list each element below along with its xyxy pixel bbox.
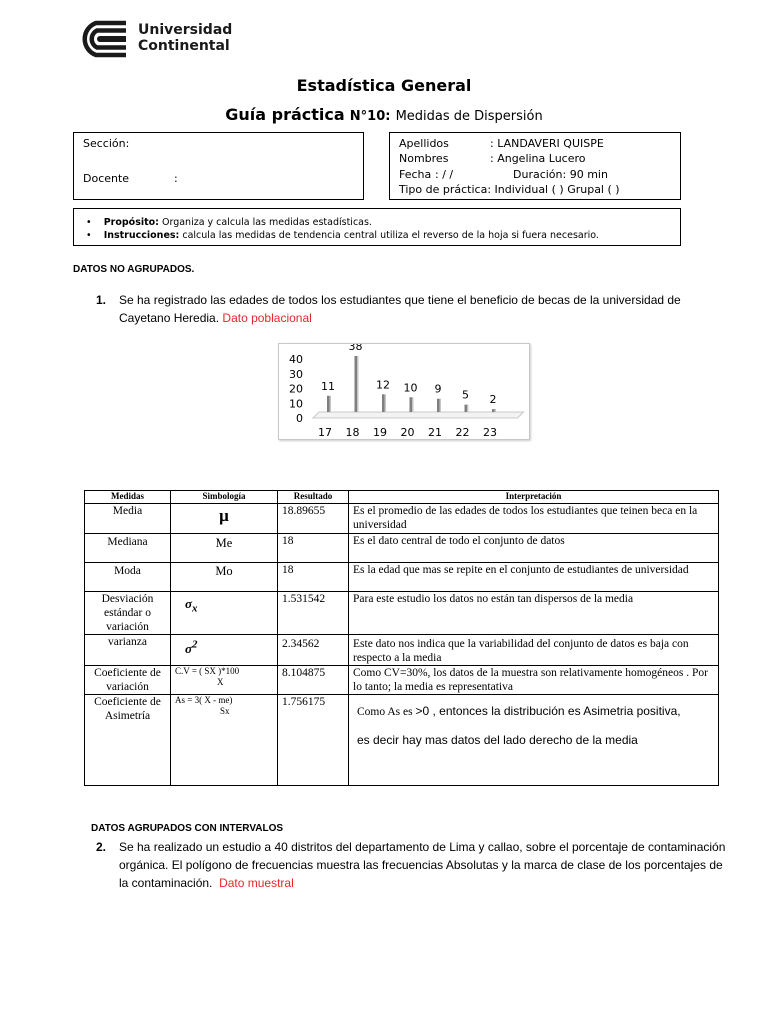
bar-value-label: 2 [489,393,497,407]
age-bar-chart [279,344,529,439]
y-tick-label: 40 [289,353,303,366]
question-1-text: Se ha registrado las edades de todos los estudiantes que tiene el beneficio de becas de la universidad de Cayetano Heredia. Dato poblacional [119,293,681,325]
instructions-item: • Instrucciones: calcula las medidas de tendencia central utiliza el reverso de la hoja si fuera necesario. [86,230,599,241]
dato-poblacional-tag: Dato poblacional [222,311,312,325]
table-row [85,635,719,666]
seccion-label: Sección: [83,137,130,150]
cell-medida: Coeficiente de variación [85,666,171,695]
y-tick-label: 0 [296,412,303,425]
bar-value-label: 38 [348,344,363,353]
tipo-practica-text: Tipo de práctica: Individual ( ) Grupal ( ) [399,183,620,196]
question-number: 2. [96,840,107,854]
nombres-label: Nombres [399,152,449,165]
cell-medida: Desviación estándar o variación [85,592,171,635]
purpose-box [73,208,681,246]
cell-interpretacion: Como CV=30%, los datos de la muestra son relativamente homogéneos . Por lo tanto; la media es representativa [349,666,719,695]
bar [492,409,495,412]
question-number: 1. [96,293,107,307]
purpose-item: • Propósito: Organiza y calcula las medidas estadísticas. [86,217,372,228]
age-bar-chart-frame [278,343,530,440]
cell-medida: Media [85,504,171,534]
university-logo-text: Universidad Continental [138,22,233,54]
x-tick-label: 19 [373,426,387,439]
y-tick-label: 20 [289,382,303,396]
cell-medida: Moda [85,563,171,592]
dispersion-table [84,490,719,786]
student-info-box [389,132,681,200]
x-tick-label: 22 [455,426,470,439]
bar-side [357,356,359,412]
bar-side [467,405,469,412]
cell-medida: varianza [85,635,171,666]
bar-value-label: 5 [462,388,469,402]
bar-value-label: 10 [403,381,418,395]
cell-simbolo: Me [171,534,278,563]
cell-interpretacion: Es el dato central de todo el conjunto de datos [349,534,719,563]
duracion-text: Duración: 90 min [513,168,608,181]
bar-side [495,409,497,412]
cell-simbolo [171,592,278,635]
bar-side [385,394,387,412]
y-tick-label: 10 [289,397,303,411]
sigma-squared-symbol: $\sigma^2$ [185,639,198,657]
section-heading-grouped: DATOS AGRUPADOS CON INTERVALOS [91,823,284,834]
bar [382,394,385,412]
cell-interpretacion: Es el promedio de las edades de todos los estudiantes que teinen beca en la universidad [349,504,719,534]
cell-medida: Mediana [85,534,171,563]
table-row [85,666,719,695]
question-2-text: Se ha realizado un estudio a 40 distritos del departamento de Lima y callao, sobre el porcentaje de contaminación orgánica. El polígono de frecuencias muestra las frecuencias Absolutas y la marca de clase de los porcentajes de la contaminación. Dato muestral [119,840,726,890]
table-row [85,592,719,635]
cell-simbolo: Mo [171,563,278,592]
bar [355,356,358,412]
bar [410,397,413,412]
bar-side [330,396,332,412]
cell-interpretacion: Como As es >0 , entonces la distribución es Asimetria positiva, es decir hay mas datos del lado derecho de la media [349,695,719,786]
docente-label: Docente [83,172,130,185]
fecha-label: Fecha [399,168,432,181]
nombres-value: : Angelina Lucero [490,152,586,165]
cell-resultado: 1.531542 [278,592,349,635]
bar-side [440,399,442,412]
cell-medida: Coeficiente de Asimetría [85,695,171,786]
cell-simbolo: As = 3( X - me) Sx [171,695,278,786]
cell-simbolo: C.V = ( SX )*100 X [171,666,278,695]
page-title: Estadística General [296,76,472,95]
apellidos-label: Apellidos [399,137,449,150]
table-row [85,504,719,534]
x-tick-label: 21 [428,426,442,439]
cell-resultado: 18 [278,563,349,592]
bar-value-label: 9 [434,382,442,396]
header-resultado: Resultado [278,491,349,504]
bar-value-label: 11 [321,379,335,393]
dato-muestral-tag: Dato muestral [219,876,294,890]
bar-side [412,397,414,412]
x-tick-label: 17 [318,426,332,439]
bar [437,399,440,412]
university-logo-icon [76,20,128,58]
cell-resultado: 8.104875 [278,666,349,695]
cell-resultado: 1.756175 [278,695,349,786]
cell-resultado: 18 [278,534,349,563]
cell-resultado: 18.89655 [278,504,349,534]
table-row [85,563,719,592]
chart-floor [313,412,524,418]
section-teacher-box [73,132,364,200]
cell-interpretacion: Este dato nos indica que la variabilidad del conjunto de datos es baja con respecto a la media [349,635,719,666]
cell-interpretacion: Para este estudio los datos no están tan dispersos de la media [349,592,719,635]
header-simbologia: Simbología [171,491,278,504]
header-medidas: Medidas [85,491,171,504]
x-tick-label: 18 [345,426,360,439]
table-row [85,695,719,786]
cell-interpretacion: Es la edad que mas se repite en el conjunto de estudiantes de universidad [349,563,719,592]
section-heading-ungrouped: DATOS NO AGRUPADOS. [73,264,195,275]
bar [327,396,330,412]
table-row [85,534,719,563]
docente-colon: : [174,172,178,185]
cell-resultado: 2.34562 [278,635,349,666]
bar [465,405,468,412]
cell-simbolo: μ [171,504,278,534]
table-header-row [85,491,719,504]
fecha-value: : / / [435,168,454,181]
apellidos-value: : LANDAVERI QUISPE [490,137,604,150]
bar-value-label: 12 [376,378,390,392]
y-tick-label: 30 [289,367,303,381]
guide-subtitle: Guía práctica N°10: Medidas de Dispersión [225,105,543,124]
x-tick-label: 23 [483,426,497,439]
header-interpretacion: Interpretación [349,491,719,504]
sigma-x-symbol: $\sigma_x$ [185,596,198,615]
cell-simbolo [171,635,278,666]
x-tick-label: 20 [400,426,415,439]
